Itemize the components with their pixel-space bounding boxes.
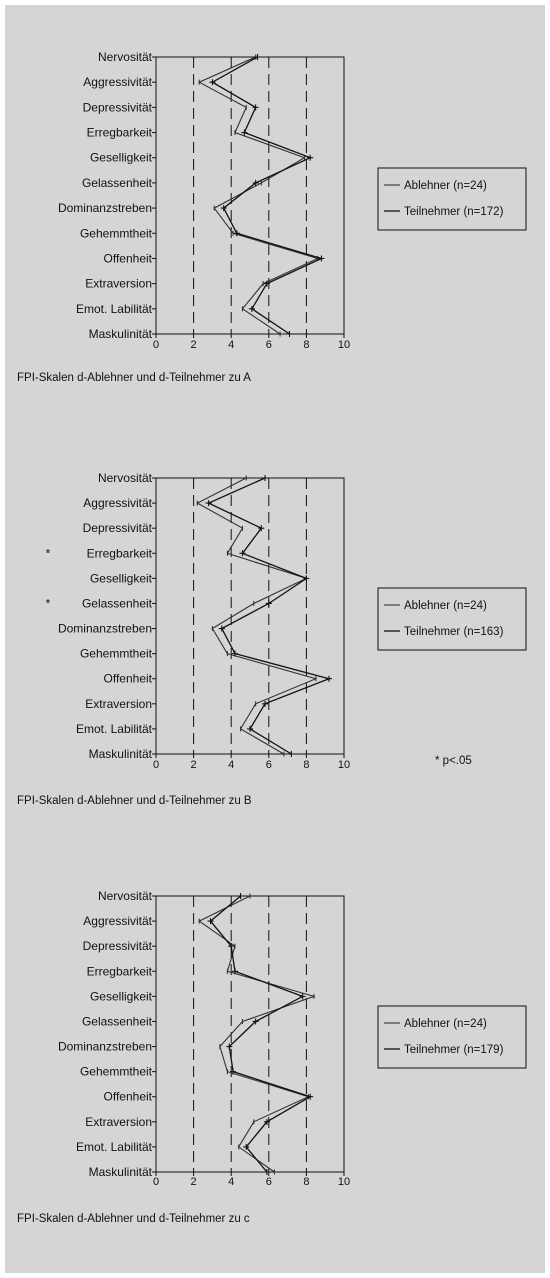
category-label: Offenheit [103, 671, 152, 686]
plot-frame [156, 896, 344, 1172]
category-label: Extraversion [85, 696, 152, 711]
category-label: Aggressivität [83, 914, 152, 929]
legend-box [378, 588, 526, 650]
significance-note: * p<.05 [435, 755, 472, 767]
category-label: Offenheit [103, 251, 152, 266]
x-tick-label: 10 [337, 339, 351, 351]
category-label: Gehemmtheit [79, 1064, 152, 1079]
data-point [318, 255, 324, 261]
series-line-2 [211, 896, 311, 1172]
plot-frame [156, 57, 344, 334]
x-tick-label: 6 [265, 1176, 272, 1188]
chart-1 [17, 50, 526, 384]
x-tick-label: 8 [303, 1176, 310, 1188]
category-label: Geselligkeit [89, 150, 152, 165]
x-tick-label: 6 [265, 759, 272, 771]
x-tick-label: 0 [152, 1176, 160, 1188]
category-label: Aggressivität [83, 496, 152, 511]
chart-caption: FPI-Skalen d-Ablehner und d-Teilnehmer zu B [17, 795, 252, 807]
x-tick-label: 8 [303, 759, 310, 771]
significance-marker: * [45, 596, 51, 611]
legend-box [378, 168, 526, 230]
legend-label-1: Ablehner (n=24) [404, 180, 487, 192]
x-tick-label: 10 [337, 759, 351, 771]
category-label: Gelassenheit [81, 596, 152, 611]
chart-2 [17, 471, 526, 807]
x-tick-label: 2 [190, 759, 197, 771]
category-label: Emot. Labilität [75, 301, 152, 316]
x-tick-label: 4 [228, 339, 235, 351]
category-label: Emot. Labilität [75, 1139, 152, 1154]
data-point [206, 500, 212, 506]
x-tick-label: 2 [190, 339, 197, 351]
significance-marker: * [45, 546, 51, 561]
x-tick-label: 0 [152, 339, 160, 351]
x-tick-label: 4 [228, 759, 235, 771]
category-label: Dominanzstreben [57, 1039, 152, 1054]
chart-3 [17, 889, 526, 1225]
category-label: Maskulinität [88, 1165, 152, 1179]
category-label: Erregbarkeit [86, 964, 152, 979]
category-label: Emot. Labilität [75, 721, 152, 736]
x-tick-label: 6 [265, 339, 272, 351]
legend-label-2: Teilnehmer (n=179) [404, 1044, 504, 1056]
category-label: Erregbarkeit [86, 546, 152, 561]
category-label: Nervosität [97, 889, 152, 903]
category-label: Depressivität [82, 100, 152, 115]
category-label: Maskulinität [88, 327, 152, 341]
data-point [288, 751, 294, 757]
data-point [253, 104, 259, 110]
x-tick-label: 10 [337, 1176, 351, 1188]
category-label: Gehemmtheit [79, 646, 152, 661]
category-label: Gelassenheit [81, 1014, 152, 1029]
x-tick-label: 4 [228, 1176, 235, 1188]
data-point [232, 651, 238, 657]
category-label: Maskulinität [88, 747, 152, 761]
legend-label-2: Teilnehmer (n=163) [404, 626, 504, 638]
x-tick-label: 8 [303, 339, 310, 351]
category-label: Gelassenheit [81, 175, 152, 190]
legend-label-1: Ablehner (n=24) [404, 1018, 487, 1030]
legend-label-1: Ablehner (n=24) [404, 600, 487, 612]
category-label: Nervosität [97, 50, 152, 64]
category-label: Geselligkeit [89, 571, 152, 586]
data-point [326, 676, 332, 682]
data-point [219, 626, 225, 632]
series-line-1 [197, 478, 315, 754]
category-label: Aggressivität [83, 75, 152, 90]
category-label: Dominanzstreben [57, 621, 152, 636]
legend-box [378, 1006, 526, 1068]
data-point [262, 701, 268, 707]
category-label: Gehemmtheit [79, 226, 152, 241]
category-label: Dominanzstreben [57, 201, 152, 216]
category-label: Depressivität [82, 521, 152, 536]
category-label: Erregbarkeit [86, 125, 152, 140]
legend-label-2: Teilnehmer (n=172) [404, 206, 504, 218]
data-point [307, 155, 313, 161]
data-point [247, 726, 253, 732]
category-label: Offenheit [103, 1089, 152, 1104]
series-line-1 [199, 896, 314, 1172]
category-label: Extraversion [85, 1114, 152, 1129]
x-tick-label: 0 [152, 759, 160, 771]
chart-caption: FPI-Skalen d-Ablehner und d-Teilnehmer zu c [17, 1213, 250, 1225]
data-point [209, 79, 215, 85]
series-line-1 [199, 57, 318, 334]
data-point [262, 475, 268, 481]
category-label: Depressivität [82, 939, 152, 954]
chart-caption: FPI-Skalen d-Ablehner und d-Teilnehmer zu A [17, 372, 251, 384]
category-label: Extraversion [85, 276, 152, 291]
category-label: Nervosität [97, 471, 152, 485]
category-label: Geselligkeit [89, 989, 152, 1004]
x-tick-label: 2 [190, 1176, 197, 1188]
